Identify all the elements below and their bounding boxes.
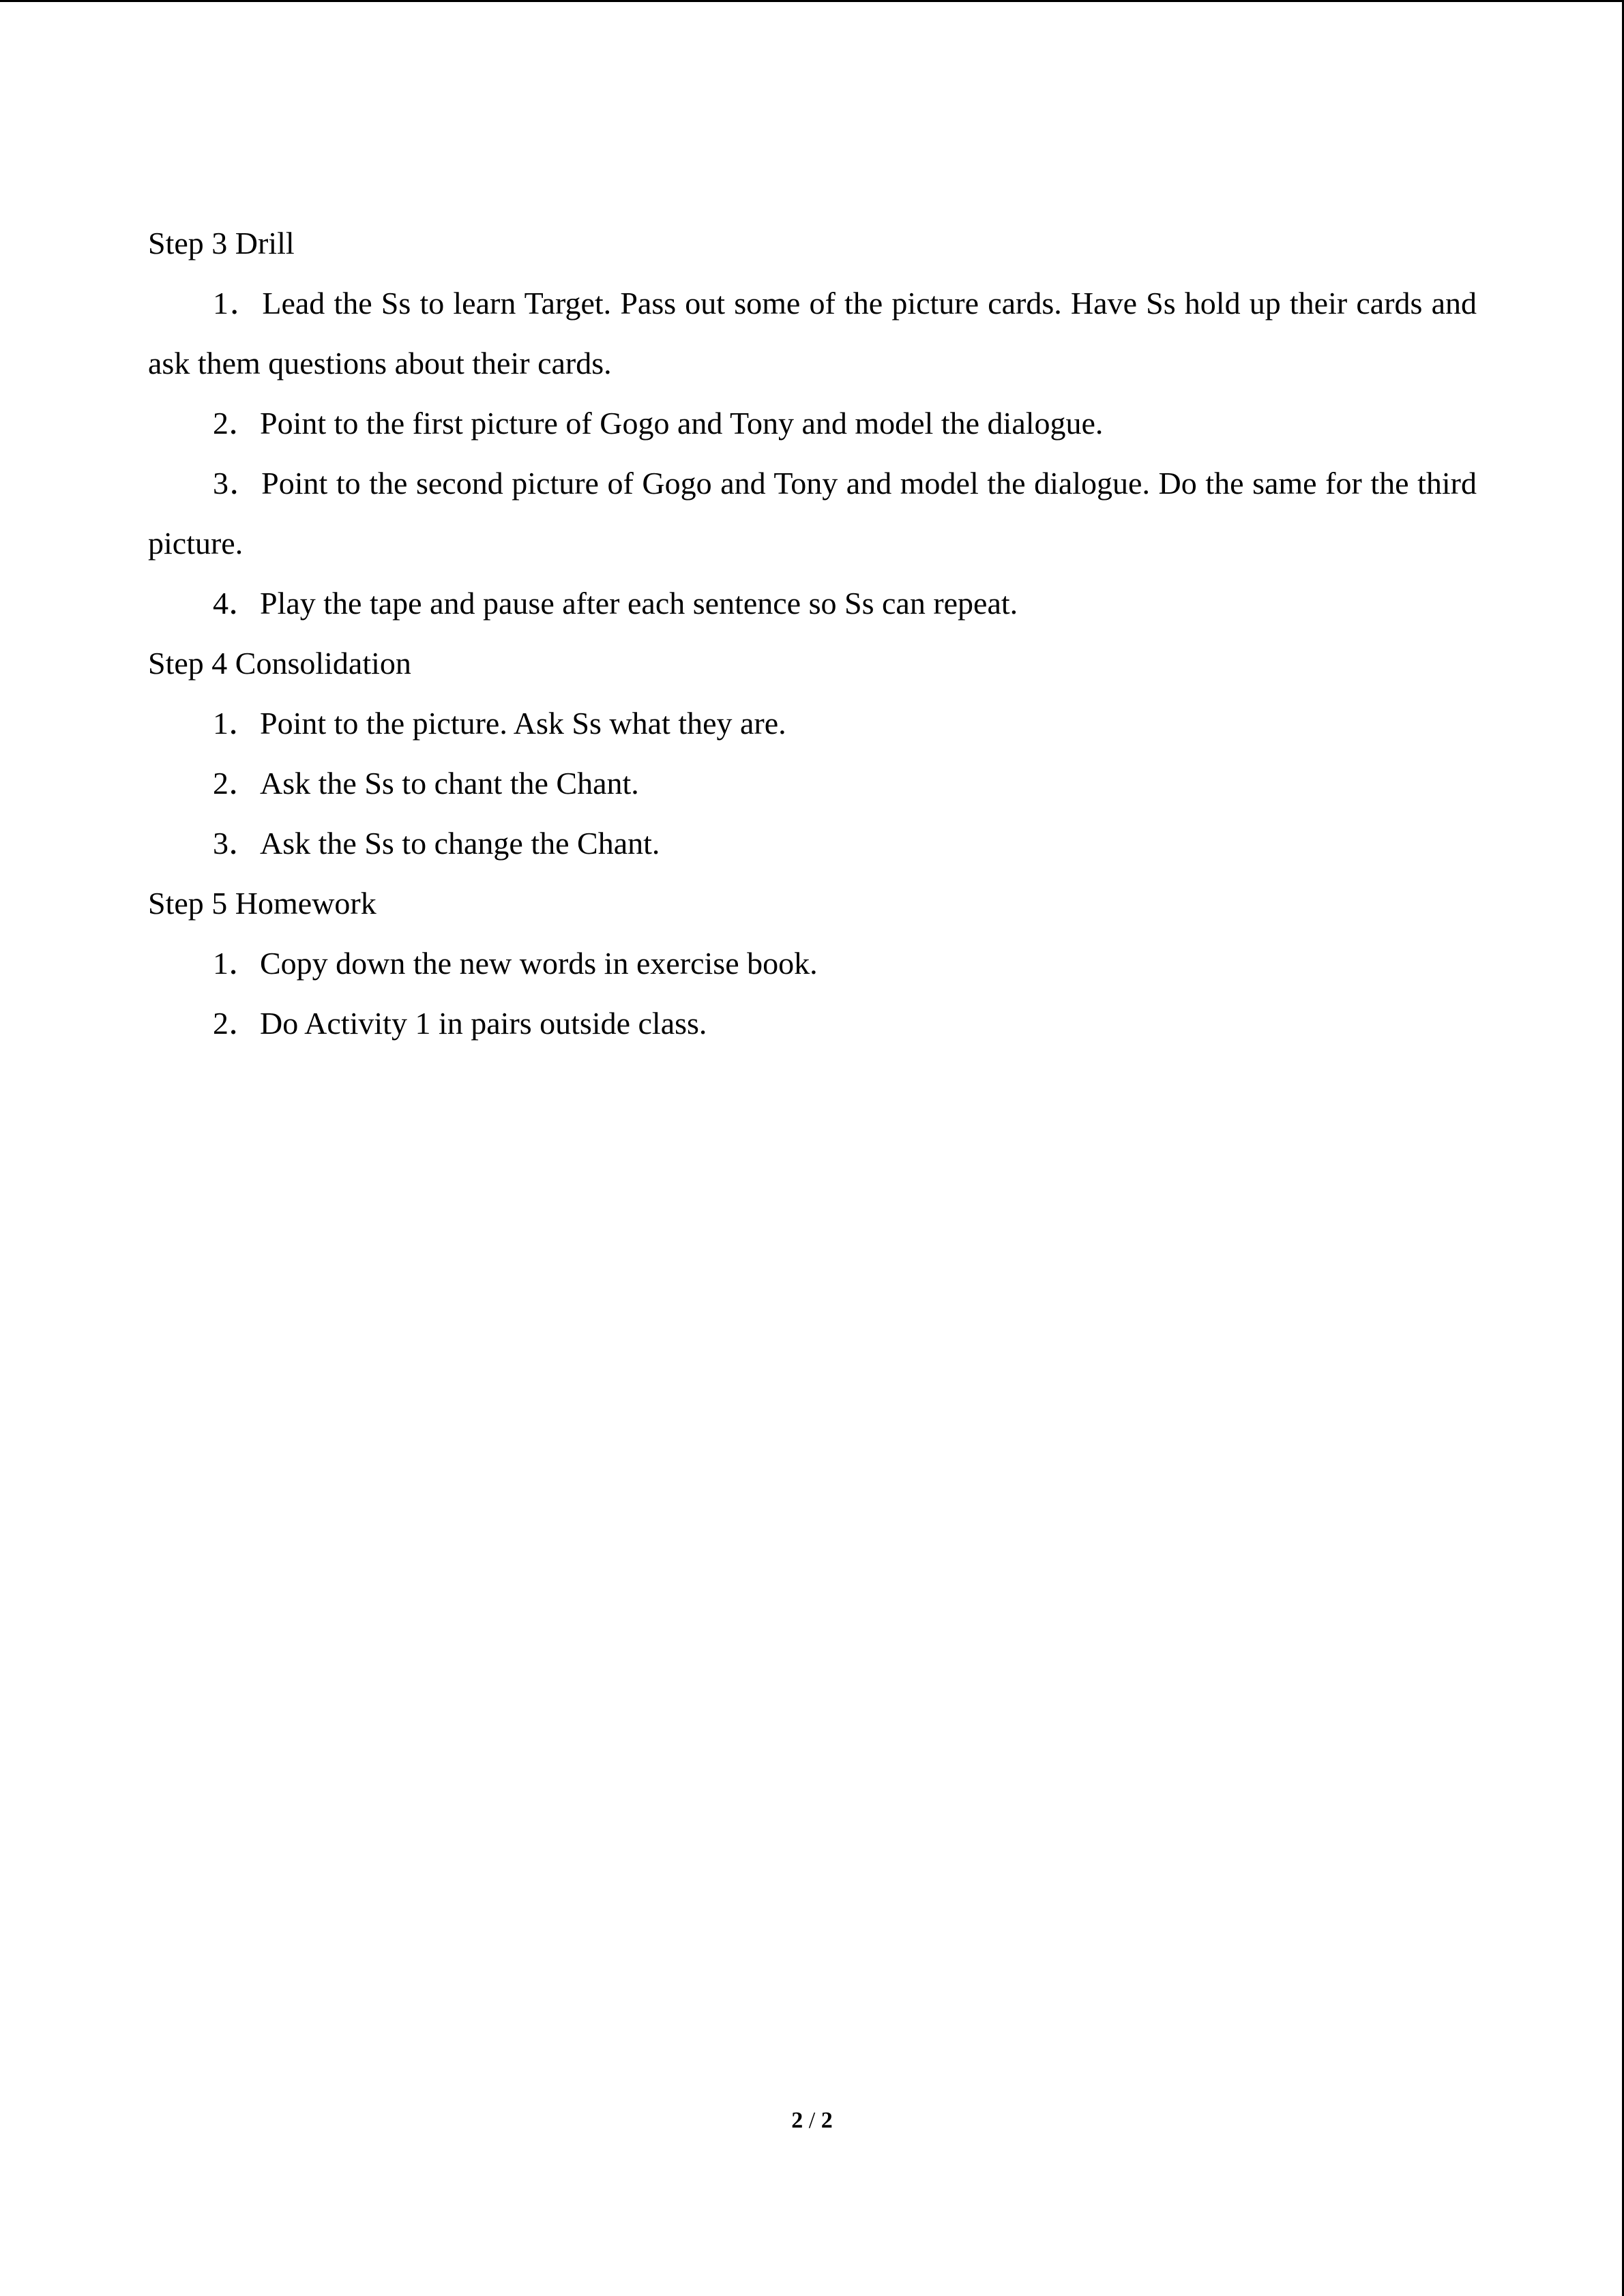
section-step-4 <box>148 633 1477 874</box>
section-heading: Step 4 Consolidation <box>148 646 411 681</box>
section-step-3 <box>148 213 1477 633</box>
item-number: 2． <box>213 1006 260 1041</box>
item-number: 2． <box>213 406 260 441</box>
list-item <box>148 453 1477 573</box>
section-step-5 <box>148 874 1477 1054</box>
item-number: 1． <box>213 286 263 320</box>
list-item <box>148 814 1477 874</box>
list-item <box>148 393 1477 453</box>
item-number: 3． <box>213 466 262 501</box>
item-number: 1． <box>213 946 260 981</box>
item-text: Point to the second picture of Gogo and Tony and model the dialogue. Do the same for the third picture. <box>148 466 1477 561</box>
item-number: 2． <box>213 766 260 801</box>
list-item <box>148 934 1477 994</box>
item-text: Copy down the new words in exercise book. <box>260 946 818 981</box>
item-text: Ask the Ss to chant the Chant. <box>260 766 639 801</box>
list-item <box>148 754 1477 814</box>
item-text: Do Activity 1 in pairs outside class. <box>260 1006 707 1041</box>
current-page: 2 <box>791 2108 803 2133</box>
list-item <box>148 994 1477 1054</box>
item-text: Play the tape and pause after each sentence so Ss can repeat. <box>260 586 1018 621</box>
item-text: Ask the Ss to change the Chant. <box>260 826 660 861</box>
item-text: Lead the Ss to learn Target. Pass out some of the picture cards. Have Ss hold up their cards and ask them questions about their cards. <box>148 286 1477 381</box>
item-number: 4． <box>213 586 260 621</box>
total-pages: 2 <box>821 2108 833 2133</box>
page-number <box>0 2107 1624 2134</box>
item-number: 3． <box>213 826 260 861</box>
list-item <box>148 273 1477 393</box>
item-text: Point to the picture. Ask Ss what they are. <box>260 706 786 741</box>
list-item <box>148 573 1477 633</box>
item-number: 1． <box>213 706 260 741</box>
section-heading: Step 3 Drill <box>148 226 295 260</box>
section-heading: Step 5 Homework <box>148 886 377 921</box>
list-item <box>148 694 1477 754</box>
item-text: Point to the first picture of Gogo and Tony and model the dialogue. <box>260 406 1104 441</box>
page-separator: / <box>803 2108 821 2133</box>
document-body <box>148 213 1477 1054</box>
